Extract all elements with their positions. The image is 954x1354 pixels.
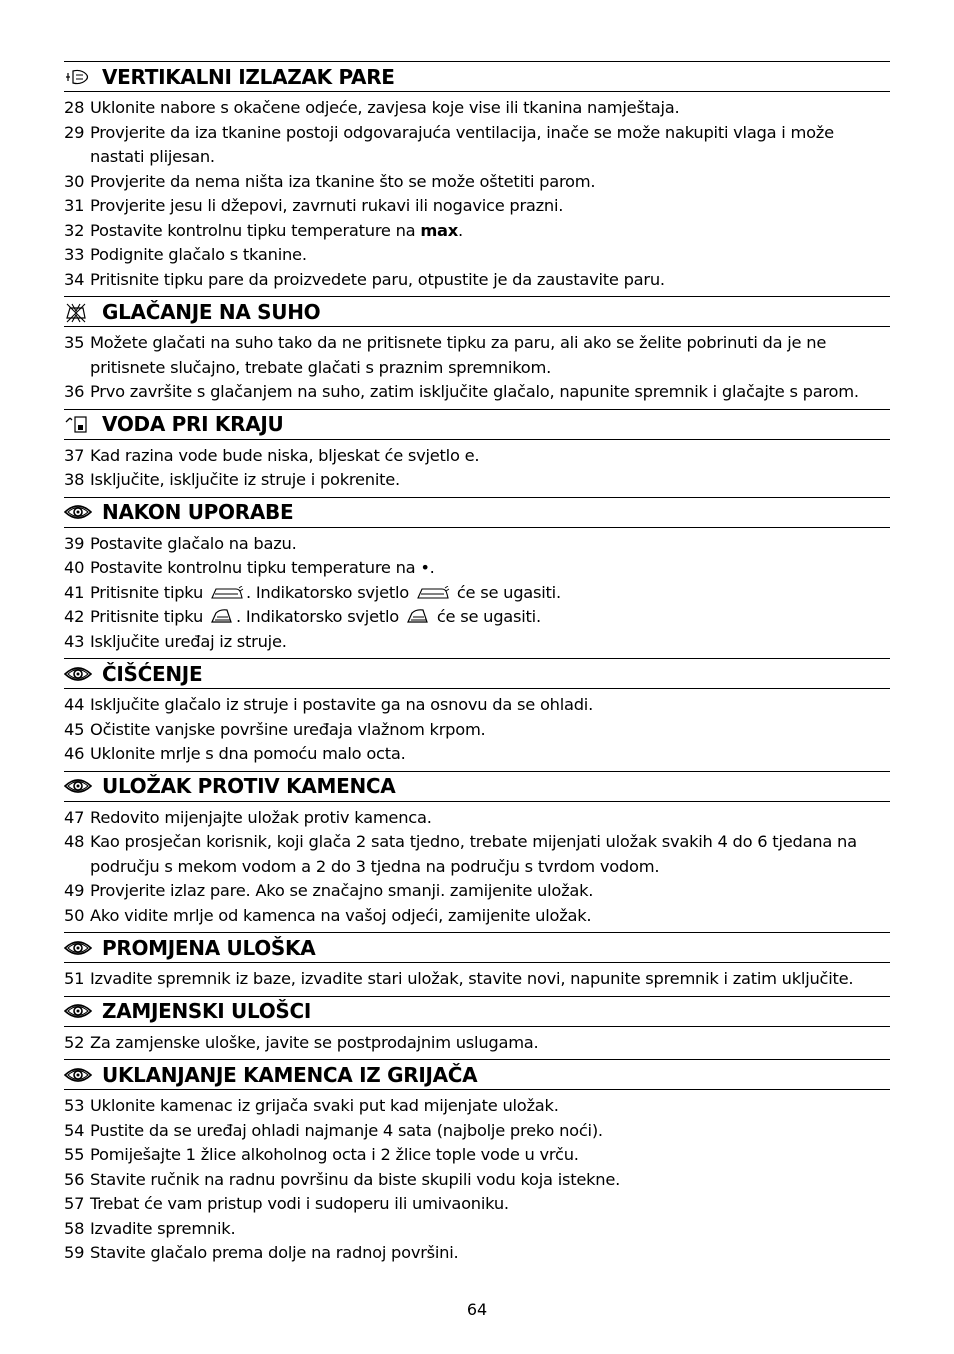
section (64, 771, 890, 933)
list-item (64, 1031, 890, 1056)
step-number: 34 (64, 269, 85, 289)
section (64, 296, 890, 409)
list-item (64, 468, 890, 493)
instruction-list (64, 331, 890, 405)
list-item (64, 693, 890, 718)
section-title: ČIŠĆENJE (102, 661, 203, 686)
list-item (64, 967, 890, 992)
section (64, 409, 890, 497)
instruction-list (64, 967, 890, 992)
step-text: Isključite, isključite iz struje i pokrenite. (90, 470, 400, 489)
step-text: Pritisnite tipku pare da proizvedete paru, otpustite je da zaustavite paru. (90, 269, 665, 289)
section (64, 996, 890, 1060)
section (64, 61, 890, 296)
step-text: Kad razina vode bude niska, bljeskat će svjetlo e. (90, 445, 480, 465)
instruction-list (64, 693, 890, 767)
step-number: 54 (64, 1120, 85, 1140)
section-title: NAKON UPORABE (102, 500, 294, 524)
instruction-list (64, 1094, 890, 1266)
instruction-list (64, 806, 890, 929)
low-water-icon (64, 412, 92, 436)
step-number: 40 (64, 558, 85, 577)
step-text: Postavite glačalo na bazu. (90, 533, 297, 553)
list-item (64, 1094, 890, 1119)
list-item (64, 1192, 890, 1217)
iron-icon (203, 607, 236, 626)
step-number: 39 (64, 533, 85, 553)
list-item (64, 170, 890, 195)
step-text: Provjerite jesu li džepovi, zavrnuti rukavi ili nogavice prazni. (90, 196, 564, 215)
step-text: Možete glačati na suho tako da ne pritisnete tipku za paru, ali ako se želite pobrinuti da je ne pritisnete slučajno, trebate glačati s praznim spremnikom. (90, 333, 827, 377)
iron-icon (399, 607, 432, 626)
dry-iron-icon (64, 300, 92, 324)
eye-icon (64, 999, 92, 1023)
step-text: Provjerite da iza tkanine postoji odgovarajuća ventilacija, inače se može nakupiti vlaga i može nastati plijesan. (90, 122, 834, 166)
step-text: Isključite glačalo iz struje i postavite ga na osnovu da se ohladi. (90, 695, 594, 714)
eye-icon (64, 936, 92, 960)
step-number: 50 (64, 905, 85, 925)
step-text: Pritisnite tipku . Indikatorsko svjetlo će se ugasiti. (90, 582, 561, 602)
list-item (64, 556, 890, 581)
instruction-list (64, 532, 890, 655)
section (64, 497, 890, 659)
section (64, 1059, 890, 1270)
step-number: 58 (64, 1218, 85, 1238)
step-text: Isključite uređaj iz struje. (90, 631, 287, 651)
list-item (64, 904, 890, 929)
list-item (64, 1241, 890, 1266)
step-text: Izvadite spremnik. (90, 1218, 236, 1238)
step-number: 53 (64, 1096, 85, 1115)
instruction-list (64, 1031, 890, 1056)
section-header (64, 497, 890, 528)
step-number: 38 (64, 470, 85, 489)
list-item (64, 380, 890, 405)
step-text: Provjerite da nema ništa iza tkanine što se može oštetiti parom. (90, 171, 596, 191)
list-item (64, 1143, 890, 1168)
step-number: 45 (64, 719, 85, 739)
section-title: PROMJENA ULOŠKA (102, 935, 316, 960)
step-text: Pustite da se uređaj ohladi najmanje 4 sata (najbolje preko noći). (90, 1120, 603, 1140)
step-number: 33 (64, 245, 85, 264)
list-item (64, 742, 890, 767)
step-number: 51 (64, 969, 85, 988)
step-number: 37 (64, 445, 85, 465)
list-item (64, 532, 890, 557)
step-number: 56 (64, 1169, 85, 1189)
list-item (64, 630, 890, 655)
section-header (64, 296, 890, 327)
step-number: 31 (64, 196, 85, 215)
list-item (64, 879, 890, 904)
steam-vertical-icon (64, 65, 92, 89)
step-number: 49 (64, 881, 85, 900)
section-header (64, 996, 890, 1027)
step-number: 46 (64, 744, 85, 763)
step-number: 48 (64, 832, 85, 851)
list-item (64, 243, 890, 268)
step-number: 57 (64, 1194, 85, 1213)
step-text: Postavite kontrolnu tipku temperature na •. (90, 558, 435, 577)
list-item (64, 581, 890, 606)
list-item (64, 1119, 890, 1144)
list-item (64, 1168, 890, 1193)
list-item (64, 605, 890, 630)
step-text: Očistite vanjske površine uređaja vlažnom krpom. (90, 719, 486, 739)
list-item (64, 331, 890, 380)
section (64, 932, 890, 996)
eye-icon (64, 662, 92, 686)
step-text: Provjerite izlaz pare. Ako se značajno smanji. zamijenite uložak. (90, 881, 594, 900)
eye-icon (64, 774, 92, 798)
step-text: Uklonite kamenac iz grijača svaki put kad mijenjate uložak. (90, 1096, 559, 1115)
list-item (64, 1217, 890, 1242)
step-text: Podignite glačalo s tkanine. (90, 245, 307, 264)
list-item (64, 806, 890, 831)
step-text: Uklonite nabore s okačene odjeće, zavjesa koje vise ili tkanina namještaja. (90, 98, 680, 117)
step-text: Postavite kontrolnu tipku temperature na max. (90, 220, 463, 240)
list-item (64, 444, 890, 469)
step-number: 32 (64, 220, 85, 240)
steam-iron-icon (203, 583, 246, 602)
step-number: 42 (64, 607, 85, 626)
section-title: ZAMJENSKI ULOŠCI (102, 999, 312, 1023)
eye-icon (64, 1063, 92, 1087)
step-text: Izvadite spremnik iz baze, izvadite stari uložak, stavite novi, napunite spremnik i zatim uključite. (90, 969, 854, 988)
section-header (64, 932, 890, 963)
step-number: 55 (64, 1145, 85, 1164)
eye-icon (64, 500, 92, 524)
section-title: UKLANJANJE KAMENCA IZ GRIJAČA (102, 1062, 478, 1087)
list-item (64, 219, 890, 244)
steam-iron-icon (409, 583, 452, 602)
step-text: Pomiješajte 1 žlice alkoholnog octa i 2 žlice tople vode u vrču. (90, 1145, 579, 1164)
instruction-list (64, 444, 890, 493)
section-header (64, 771, 890, 802)
step-text: Trebat će vam pristup vodi i sudoperu ili umivaoniku. (90, 1194, 509, 1213)
list-item (64, 268, 890, 293)
step-text: Stavite glačalo prema dolje na radnoj površini. (90, 1243, 459, 1262)
step-number: 30 (64, 171, 85, 191)
section-title: ULOŽAK PROTIV KAMENCA (102, 774, 396, 798)
section-header (64, 409, 890, 440)
step-number: 47 (64, 807, 85, 827)
section-title: VERTIKALNI IZLAZAK PARE (102, 64, 395, 89)
section (64, 658, 890, 771)
page-number: 64 (466, 1300, 488, 1319)
step-number: 41 (64, 582, 85, 602)
step-number: 29 (64, 122, 85, 142)
document-body (64, 61, 890, 1270)
step-number: 44 (64, 695, 85, 714)
step-text: Uklonite mrlje s dna pomoću malo octa. (90, 744, 406, 763)
step-number: 52 (64, 1032, 85, 1052)
step-number: 43 (64, 631, 85, 651)
step-number: 36 (64, 382, 85, 401)
section-header (64, 61, 890, 92)
step-text: Ako vidite mrlje od kamenca na vašoj odjeći, zamijenite uložak. (90, 905, 592, 925)
step-text: Prvo završite s glačanjem na suho, zatim isključite glačalo, napunite spremnik i glačajte s parom. (90, 382, 859, 401)
section-title: GLAČANJE NA SUHO (102, 299, 321, 324)
step-text: Za zamjenske uloške, javite se postprodajnim uslugama. (90, 1032, 539, 1052)
list-item (64, 830, 890, 879)
step-text: Redovito mijenjajte uložak protiv kamenca. (90, 807, 432, 827)
step-number: 35 (64, 333, 85, 352)
step-number: 59 (64, 1243, 85, 1262)
section-header (64, 1059, 890, 1090)
step-text: Pritisnite tipku . Indikatorsko svjetlo će se ugasiti. (90, 607, 541, 626)
step-number: 28 (64, 98, 85, 117)
list-item (64, 121, 890, 170)
step-text: Stavite ručnik na radnu površinu da biste skupili vodu koja istekne. (90, 1169, 621, 1189)
instruction-list (64, 96, 890, 292)
section-title: VODA PRI KRAJU (102, 412, 284, 436)
list-item (64, 96, 890, 121)
step-text: Kao prosječan korisnik, koji glača 2 sata tjedno, trebate mijenjati uložak svakih 4 do 6 tjedana na području s mekom vodom a 2 do 3 tjedna na području s tvrdom vodom. (90, 832, 857, 876)
section-header (64, 658, 890, 689)
list-item (64, 718, 890, 743)
list-item (64, 194, 890, 219)
